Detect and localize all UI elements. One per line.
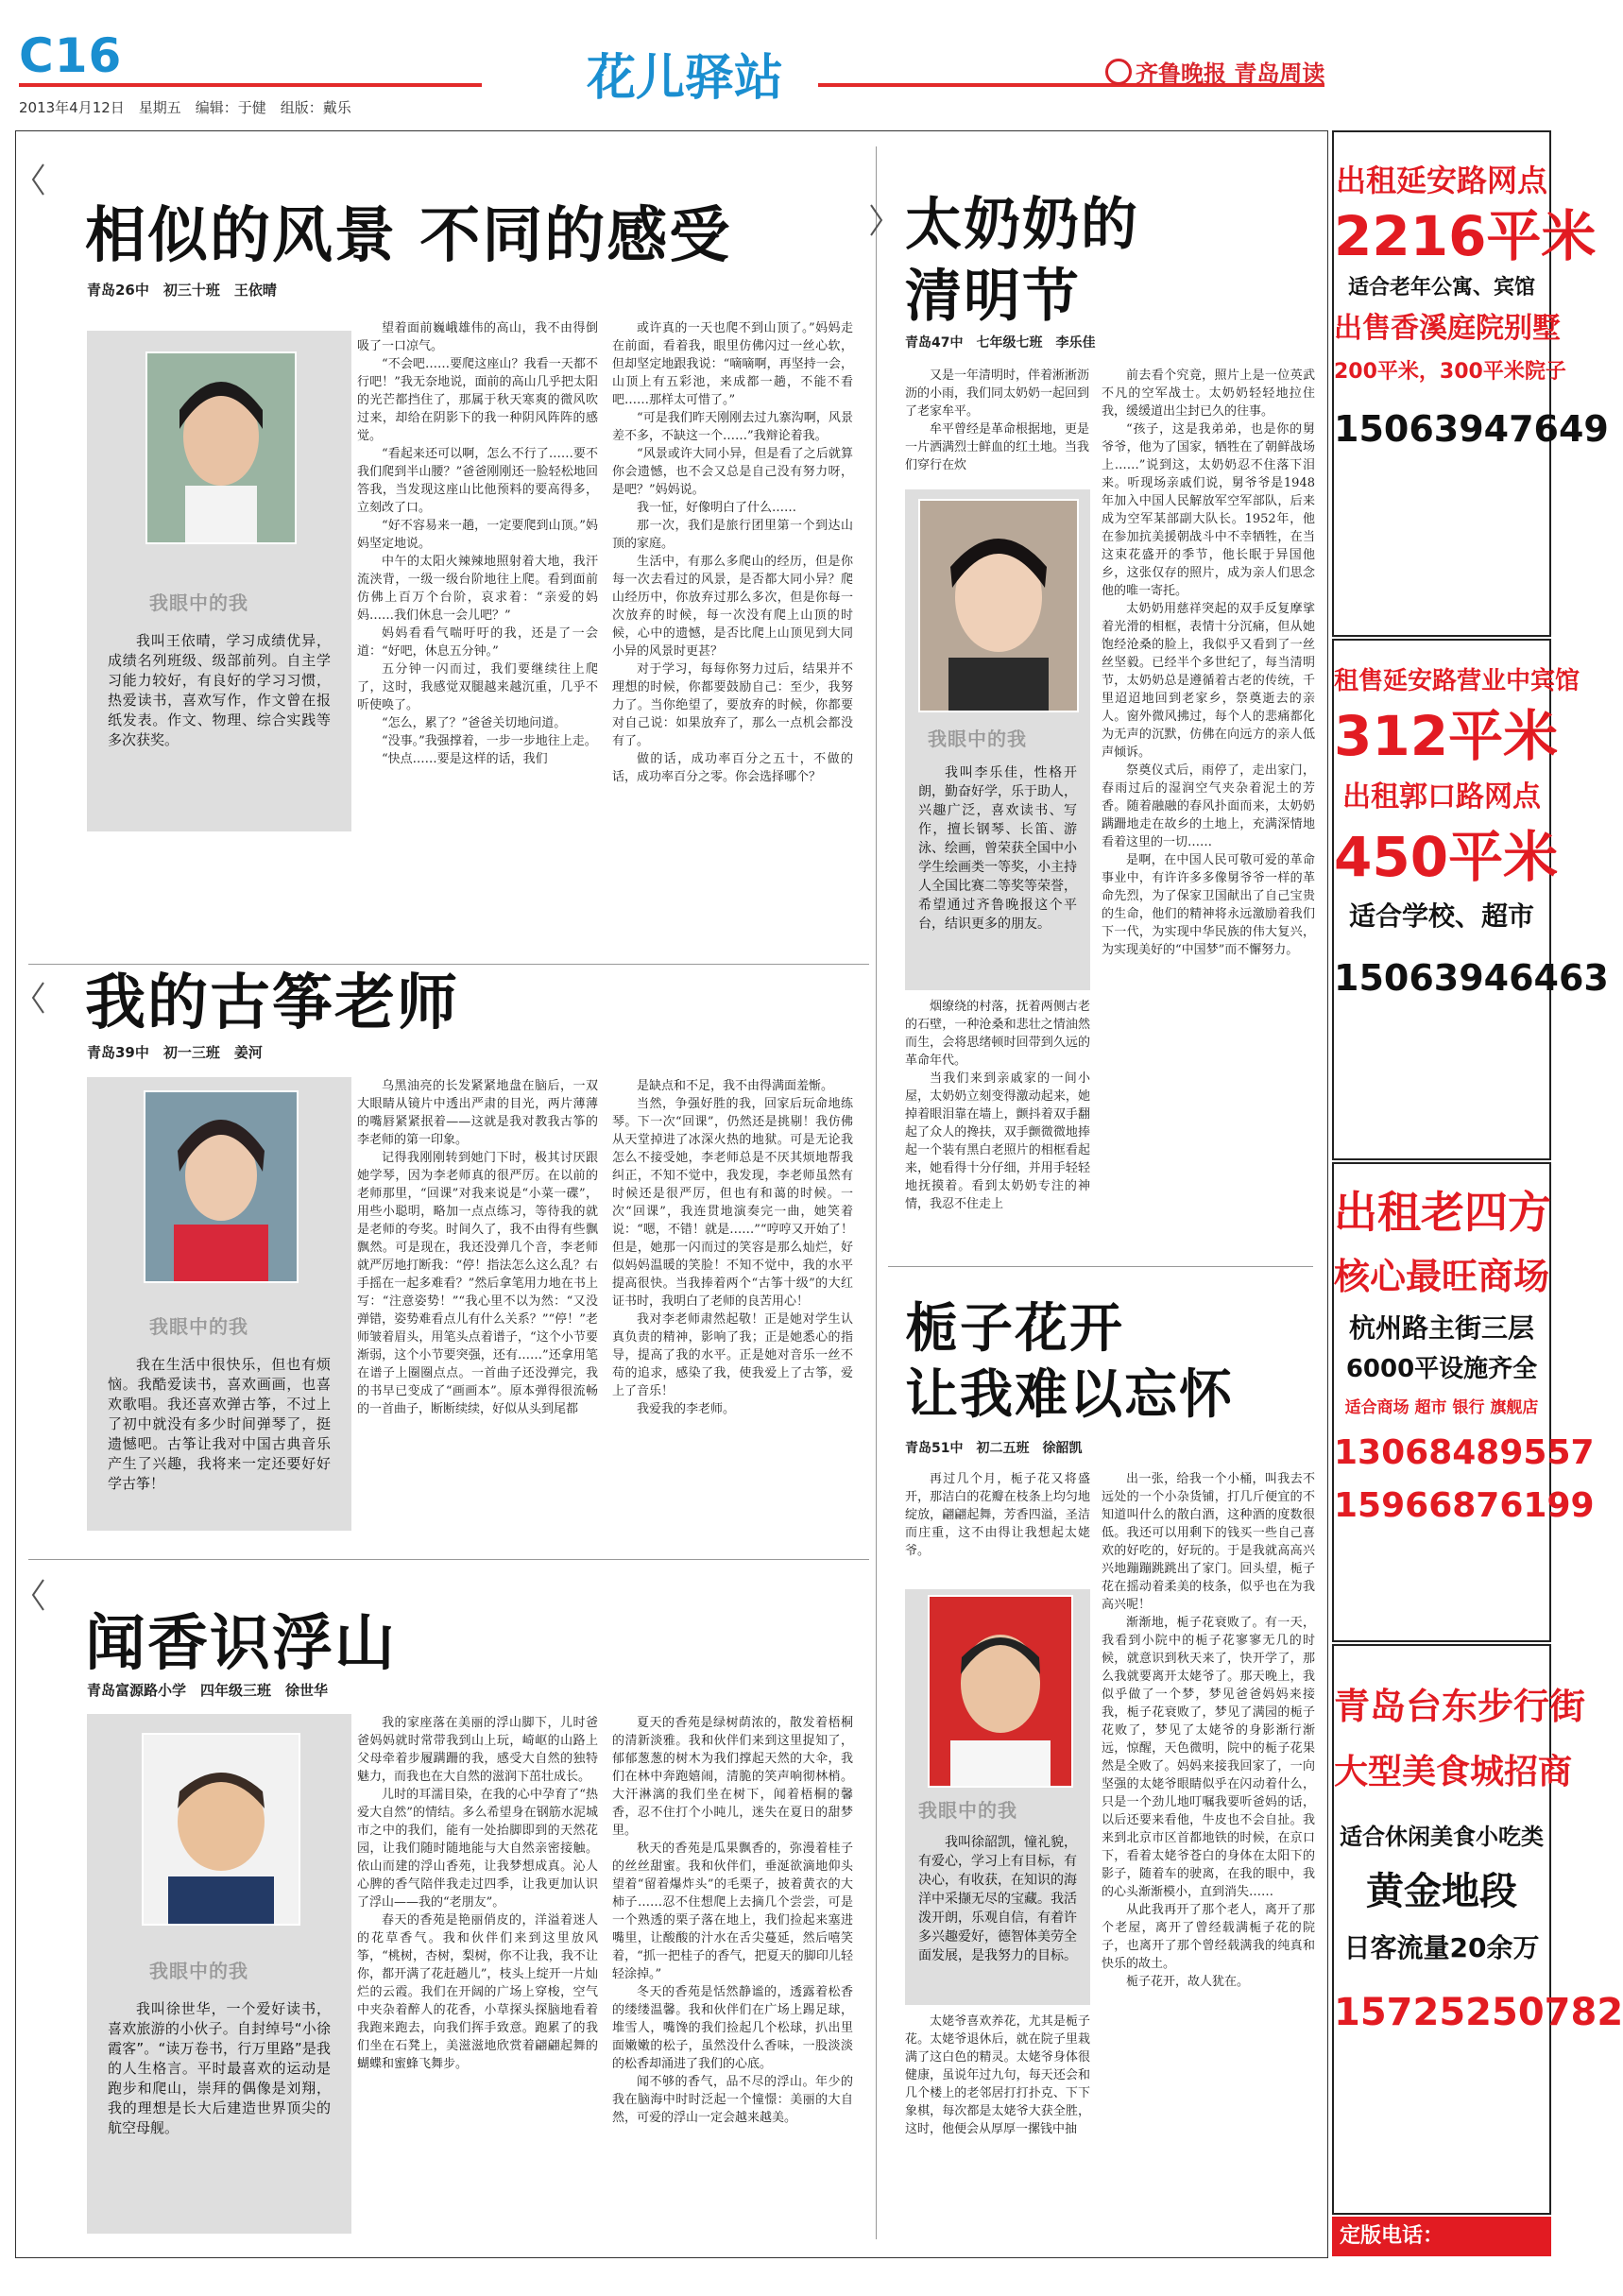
ad-line: 黄金地段 [1366, 1870, 1517, 1913]
author-profile [87, 1077, 351, 1531]
ad-block [1332, 1644, 1623, 2215]
author-bio: 我叫徐韶凯，憧礼貌，有爱心，学习上有目标，有决心，有收获，在知识的海洋中采撷无尽的宝藏。我活泼开朗，乐观自信，有着许多兴趣爱好，德智体美劳全面发展，是我努力的目标。 [918, 1835, 1077, 1963]
ad-phone: 15725250782 [1334, 1991, 1623, 2034]
ad-line: 出租延安路网点 [1335, 163, 1547, 198]
author-photo [142, 1733, 300, 1926]
ad-line: 2216平米 [1334, 204, 1597, 268]
article-column: 我的家座落在美丽的浮山脚下，儿时爸爸妈妈就时常带我到山上玩，崎岖的山路上父母牵着步履蹒跚的我，感受大自然的独特魅力，而我也在大自然的滋润下茁壮成长。 儿时的耳濡目染，在我的心中孕育了“热爱大自然”的情结。多么希望身在钢筋水泥城市之中的我们，能有一处抬脚即到的天然花园，让我们随时随地能与大自然亲密接触。依山而建的浮山香苑，让我梦想成真。沁人心脾的香气陪伴我走过四季，让我更加认识了浮山——我的“老朋友”。 春天的香苑是艳丽俏皮的，洋溢着迷人的花草香气。我和伙伴们来到这里放风筝，“桃树，杏树，梨树，你不让我，我不让你，都开满了花赶趟儿”，枝头上绽开一片灿烂的云霞。我们在开阔的广场上穿梭，空气中夹杂着醉人的花香，小草探头探脑地看着我跑来跑去，向我们挥手致意。跑累了的我们坐在石凳上，美滋滋地欣赏着翩翩起舞的蝴蝶和蜜蜂飞舞步。 [357, 1716, 598, 2071]
article-byline: 青岛26中 初三十班 王依晴 [87, 282, 277, 299]
ad-line: 租售延安路营业中宾馆 [1334, 667, 1580, 695]
author-profile [87, 331, 351, 831]
author-profile [87, 1714, 351, 2234]
article-byline: 青岛51中 初二五班 徐韶凯 [905, 1441, 1083, 1456]
header-rule-left [19, 83, 482, 87]
newspaper-logo [1105, 55, 1324, 88]
ad-line: 6000平设施齐全 [1345, 1355, 1538, 1383]
ad-line: 核心最旺商场 [1334, 1256, 1550, 1297]
article-title: 我的古筝老师 [85, 968, 459, 1038]
issue-meta: 2013年4月12日 星期五 编辑：于健 组版：戴乐 [19, 99, 351, 116]
article-column: 乌黑油亮的长发紧紧地盘在脑后，一双大眼睛从镜片中透出严肃的目光，两片薄薄的嘴唇紧紧抿着——这就是我对教我古筝的李老师的第一印象。 记得我刚刚转到她门下时，极其讨厌跟她学琴，因为李老师真的很严厉。在以前的老师那里，“回课”对我来说是“小菜一碟”，用些小聪明，略加一点点练习，等待我的就是老师的夸奖。时间久了，我不由得有些飘飘然。可是现在，我还没弹几个音，李老师就严厉地打断我：“停！指法怎么这么乱？右手摇在一起多难看？”然后拿笔用力地在书上写：“注意姿势！”“我心里不以为然：“又没弹错，姿势难看点儿有什么关系？”“停！”老师皱着眉头，用笔头点着谱子，“这个小节要渐弱，这个小节要突强，还有……”还拿用笔在谱子上圈圈点点。一首曲子还没弹完，我的书早已变成了“画画本”。原本弹得很流畅的一首曲子，断断续续，好似从头到尾都 [357, 1079, 598, 1416]
ad-line: 适合学校、超市 [1348, 900, 1534, 932]
ad-line: 适合休闲美食小吃类 [1340, 1824, 1544, 1850]
ad-line: 200平米，300平米院子 [1334, 360, 1566, 384]
article-title-line: 让我难以忘怀 [905, 1364, 1234, 1426]
ad-line: 适合商场 超市 银行 旗舰店 [1344, 1398, 1539, 1417]
article-column: 望着面前巍峨雄伟的高山，我不由得倒吸了一口凉气。 “不会吧……要爬这座山？我看一天都不行吧！”我无奈地说，面前的高山几乎把太阳的光芒都挡住了，那属于秋天寒爽的微风吹过来，却给在阴影下的我一种阴风阵阵的感觉。 “看起来还可以啊，怎么不行了……要不我们爬到半山腰？”爸爸刚刚还一脸轻松地回答我，当发现这座山比他预料的要高得多，立刻改了口。 “好不容易来一趟，一定要爬到山顶。”妈妈坚定地说。 中午的太阳火辣辣地照射着大地，我汗流浃背，一级一级台阶地往上爬。看到面前仿佛上百万个台阶，哀求着：“亲爱的妈妈……我们休息一会儿吧？” 妈妈看看气喘吁吁的我，还是了一会道：“好吧，休息五分钟。” 五分钟一闪而过，我们要继续往上爬了，这时，我感觉双腿越来越沉重，几乎不听使唤了。 “怎么，累了？”爸爸关切地问道。 “没事。”我强撑着，一步一步地往上走。 “快点……要是这样的话，我们 [357, 321, 598, 766]
article-column: 烟缭绕的村落，抚着两侧古老的石壁，一种沧桑和悲壮之情油然而生，会将思绪顿时回带到久远的革命年代。 当我们来到亲戚家的一间小屋，太奶奶立刻变得激动起来，她掉着眼泪靠在墙上，颤抖着双手翻起了众人的搀扶，双手颤微微地捧起一个装有黑白老照片的相框看起来，她看得十分仔细，并用手轻轻地抚摸着。看到太奶奶专注的神情，我忍不住走上 [905, 1000, 1090, 1211]
bio-heading: 我眼中的我 [149, 591, 248, 614]
ad-line: 大型美食城招商 [1334, 1753, 1573, 1791]
ad-line: 450平米 [1334, 825, 1559, 889]
logo-icon [1105, 59, 1132, 85]
article-column: 又是一年清明时，伴着淅淅沥沥的小雨，我们同太奶奶一起回到了老家牟平。 牟平曾经是革命根据地，更是一片洒满烈士鲜血的红土地。当我们穿行在炊 [905, 368, 1090, 472]
logo-text: 齐鲁晚报 青岛周读 [1136, 60, 1325, 87]
ad-line: 出租郭口路网点 [1342, 780, 1541, 814]
ad-line: 312平米 [1334, 704, 1559, 768]
article-column: 出一张，给我一个小桶，叫我去不远处的一个小杂货铺，打几斤便宜的不知道叫什么的散白酒，这种酒的度数很低。我还可以用剩下的钱买一些自己喜欢的好吃的，好玩的。于是我就高高兴兴地蹦蹦跳跳出了家门。回头望，栀子花在摇动着柔美的枝条，似乎也在为我高兴呢！ 渐渐地，栀子花衰败了。有一天，我看到小院中的栀子花寥寥无几的时候，就意识到秋天来了，快开学了，那么我就要离开太姥爷了。那天晚上，我似乎做了一个梦，梦见爸爸妈妈来接我，栀子花衰败了，梦见了满园的栀子花败了，梦见了太姥爷的身影渐行渐远，惊醒，天色微明，院中的栀子花果然是全败了。妈妈来接我回家了，一向坚强的太姥爷眼睛似乎在闪动着什么，只是一个劲儿地叮嘱我要听爸妈的话，以后还要来看他，牛皮也不会自扯。我来到北京市区首都地铁的时候，在京口下，看着太姥爷苍白的身体在太阳下的影子，随着车的驶离，在我的眼中，我的心头渐渐模小，直到消失…… 从此我再开了那个老人，离开了那个老屋，离开了曾经载满栀子花的院子，也离开了那个曾经载满我的纯真和快乐的故土。 栀子花开，故人犹在。 [1102, 1472, 1315, 1989]
ad-phone: 15063947649 [1334, 408, 1609, 450]
article-column: 夏天的香苑是绿树荫浓的，散发着梧桐的清新淡雅。我和伙伴们来到这里捉知了，郁郁葱葱的树木为我们撑起天然的大伞，我们在林中奔跑嬉闹，清脆的笑声响彻林梢。大汗淋漓的我们坐在树下，闻着梧桐的馨香，忍不住打个小盹儿，迷失在夏日的甜梦里。 秋天的香苑是瓜果飘香的，弥漫着桂子的丝丝甜蜜。我和伙伴们，垂涎欲滴地仰头望着“留着爆炸头”的毛栗子，披着黄衣的大柿子……忍不住想爬上去摘几个尝尝，可是一个熟透的栗子落在地上，我们捡起来塞进嘴里，让酸酸的汁水在舌尖蔓延，然后嘻笑着，“抓一把桂子的香气，把夏天的脚印儿轻轻涂掉。” 冬天的香苑是恬然静谧的，透露着松香的缕缕温馨。我和伙伴们在广场上踢足球，堆雪人，嘴馋的我们捡起几个松球，扒出里面嫩嫩的松子，虽然没什么香味，一股淡淡的松香却涌进了我们的心底。 闻不够的香气，品不尽的浮山。年少的我在脑海中时时泛起一个憧憬：美丽的大自然，可爱的浮山一定会越来越美。 [612, 1716, 853, 2125]
ad-line: 青岛台东步行街 [1334, 1686, 1586, 1727]
bio-heading: 我眼中的我 [149, 1960, 248, 1982]
ad-line: 出租老四方 [1334, 1187, 1551, 1238]
author-photo [144, 1090, 299, 1283]
author-profile [905, 489, 1090, 990]
corner-bracket-icon [30, 163, 45, 197]
article-divider [28, 1559, 869, 1560]
author-photo [918, 499, 1079, 712]
article-column: 或许真的一天也爬不到山顶了。”妈妈走在前面，看着我，眼里仿佛闪过一丝心软，但却坚定地跟我说：“嘀嘀啊，再坚持一会，山顶上有五彩池，来成都一趟，不能不看吧……那样太可惜了。” “可是我们昨天刚刚去过九寨沟啊，风景差不多，不缺这一个……”我辩论着我。 “风景或许大同小异，但是看了之后就算你会遗憾，也不会又总是自己没有努力呀，是吧？”妈妈说。 我一怔，好像明白了什么…… 那一次，我们是旅行团里第一个到达山顶的家庭。 生活中，有那么多爬山的经历，但是你每一次去看过的风景，是否都大同小异？爬山经历中，你放弃过那么多次，但是你每一次放弃的时候，每一次没有爬上山顶的时候，心中的遗憾，是否比爬上山顶见到大同小异的风景时更甚？ 对于学习，每每你努力过后，结果并不理想的时候，你都要鼓励自己：至少，我努力了。当你绝望了，要放弃的时候，你都要对自己说：如果放弃了，那么一点机会都没有了。 做的话，成功率百分之五十，不做的话，成功率百分之零。你会选择哪个？ [612, 321, 853, 784]
corner-bracket-icon [869, 203, 884, 237]
bio-heading: 我眼中的我 [928, 728, 1027, 750]
section-title: 花儿驿站 [586, 50, 783, 107]
ad-block [1332, 1162, 1595, 1642]
corner-bracket-icon [30, 1578, 45, 1612]
article-column: 再过几个月，栀子花又将盛开，那洁白的花瓣在枝条上均匀地绽放，翩翩起舞，芳香四溢，圣洁而庄重，这不由得让我想起太姥爷。 [905, 1472, 1090, 1558]
corner-bracket-icon [30, 981, 45, 1015]
author-bio: 我在生活中很快乐，但也有烦恼。我酷爱读书，喜欢画画，也喜欢歌唱。我还喜欢弹古筝，不过上了初中就没有多少时间弹琴了，挺遗憾吧。古筝让我对中国古典音乐产生了兴趣，我将来一定还要好好学古筝！ [108, 1356, 331, 1492]
article-byline: 青岛39中 初一三班 姜河 [87, 1044, 263, 1061]
bio-heading: 我眼中的我 [149, 1315, 248, 1338]
article-title [905, 1296, 1234, 1429]
author-photo [928, 1595, 1073, 1788]
article-title: 相似的风景 不同的感受 [85, 201, 732, 271]
article-title: 太奶奶的清明节 [905, 192, 1139, 330]
author-photo [145, 351, 297, 544]
article-column: 太姥爷喜欢养花，尤其是栀子花。太姥爷退休后，就在院子里栽满了这白色的精灵。太姥爷身体很健康，虽说年过九句，每天还会和几个楼上的老邻居打打扑克、下下象棋，每次都是太姥爷大获全胜，这时，他便会从厚厚一摞钱中抽 [905, 2014, 1090, 2136]
article-column: 是缺点和不足，我不由得满面羞惭。 当然，争强好胜的我，回家后玩命地练琴。下一次“回课”，仍然还是挑剔！我仿佛从天堂掉进了冰深火热的地狱。可是无论我怎么不接受她，李老师总是不厌其烦地帮我纠正，不知不觉中，我发现，李老师虽然有时候还是很严厉，但也有和蔼的时候。一次“回课”，我连贯地演奏完一曲，她笑着说：“嗯，不错！就是……”“哼哼又开始了！但是，她那一闪而过的笑容是那么灿烂，好似妈妈温暖的笑脸！不知不觉中，我的水平提高很快。当我捧着两个“古筝十级”的大红证书时，我明白了老师的良苦用心！ 我对李老师肃然起敬！正是她对学生认真负责的精神，影响了我；正是她悉心的指导，提高了我的水平。正是她对音乐一丝不苟的追求，感染了我，使我爱上了古筝，爱上了音乐！ 我爱我的李老师。 [612, 1079, 853, 1416]
article-column: 前去看个究竟，照片上是一位英武不凡的空军战士。太奶奶轻轻地拉住我，缓缓道出尘封已久的往事。 “孩子，这是我弟弟，也是你的舅爷爷，他为了国家，牺牲在了朝鲜战场上……”说到这，太奶奶忍不住落下泪来。听现场亲戚们说，舅爷爷是1948年加入中国人民解放军空军部队，后来成为空军某部副大队长。1952年，他在参加抗美援朝战斗中不幸牺牲，在当这束花盛开的季节，他长眠于异国他乡，这张仅存的照片，成为亲人们思念他的唯一寄托。 太奶奶用慈祥突起的双手反复摩挲着光滑的相框，表情十分沉痛，但从她饱经沧桑的脸上，我似乎又看到了一丝丝坚毅。已经半个多世纪了，每当清明节，太奶奶总是遵循着古老的传统，千里迢迢地回到老家乡，祭奠逝去的亲人。窗外微风拂过，每个人的悲痛都化为无声的沉默，仿佛在向远方的亲人低声倾诉。 祭奠仪式后，雨停了，走出家门，春雨过后的湿润空气夹杂着泥土的芳香。随着融融的春风扑面而来，太奶奶蹒跚地走在故乡的土地上，充满深情地看着这里的一切…… 是啊，在中国人民可敬可爱的革命事业中，有许许多多像舅爷爷一样的革命先烈，为了保家卫国献出了自己宝贵的生命，他们的精神将永远激励着我们下一代，为实现中华民族的伟大复兴，为实现美好的“中国梦”而不懈努力。 [1102, 368, 1315, 957]
ad-line: 适合老年公寓、宾馆 [1347, 276, 1535, 300]
ad-phone: 13068489557 [1334, 1433, 1595, 1472]
ad-line: 杭州路主街三层 [1348, 1312, 1534, 1344]
author-profile [905, 1589, 1090, 2005]
ad-footer-phone: 定版电话：81186679 [1332, 2217, 1551, 2256]
ad-phone: 15966876199 [1334, 1486, 1595, 1525]
ad-line: 出售香溪庭院别墅 [1334, 312, 1561, 345]
article-byline: 青岛富源路小学 四年级三班 徐世华 [87, 1682, 329, 1699]
author-bio: 我叫徐世华，一个爱好读书，喜欢旅游的小伙子。自封绰号“小徐霞客”。“读万卷书，行万里路”是我的人生格言。平时最喜欢的运动是跑步和爬山，崇拜的偶像是刘翔，我的理想是长大后建造世界顶尖的航空母舰。 [108, 2000, 331, 2136]
article-title-line: 栀子花开 [905, 1298, 1124, 1360]
ad-block [1332, 130, 1609, 637]
page-number: C16 [19, 28, 123, 83]
article-divider [888, 1266, 1313, 1267]
column-divider [876, 146, 877, 2239]
article-title: 闻香识浮山 [85, 1609, 397, 1679]
ad-phone: 15063946463 [1334, 957, 1609, 999]
author-bio: 我叫李乐佳，性格开朗，勤奋好学，乐于助人，兴趣广泛，喜欢读书、写作，擅长钢琴、长笛、游泳、绘画，曾荣获全国中小学生绘画类一等奖，小主持人全国比赛二等奖等荣誉，希望通过齐鲁晚报这个平台，结识更多的朋友。 [918, 765, 1077, 932]
bio-heading: 我眼中的我 [918, 1799, 1017, 1822]
ad-line: 日客流量20余万 [1343, 1932, 1540, 1963]
article-byline: 青岛47中 七年级七班 李乐佳 [905, 335, 1096, 351]
ad-block [1332, 639, 1609, 1160]
author-bio: 我叫王依晴，学习成绩优异，成绩名列班级、级部前列。自主学习能力较好，有良好的学习习惯，热爱读书，喜欢写作，作文曾在报纸发表。作文、物理、综合实践等多次获奖。 [108, 632, 331, 748]
